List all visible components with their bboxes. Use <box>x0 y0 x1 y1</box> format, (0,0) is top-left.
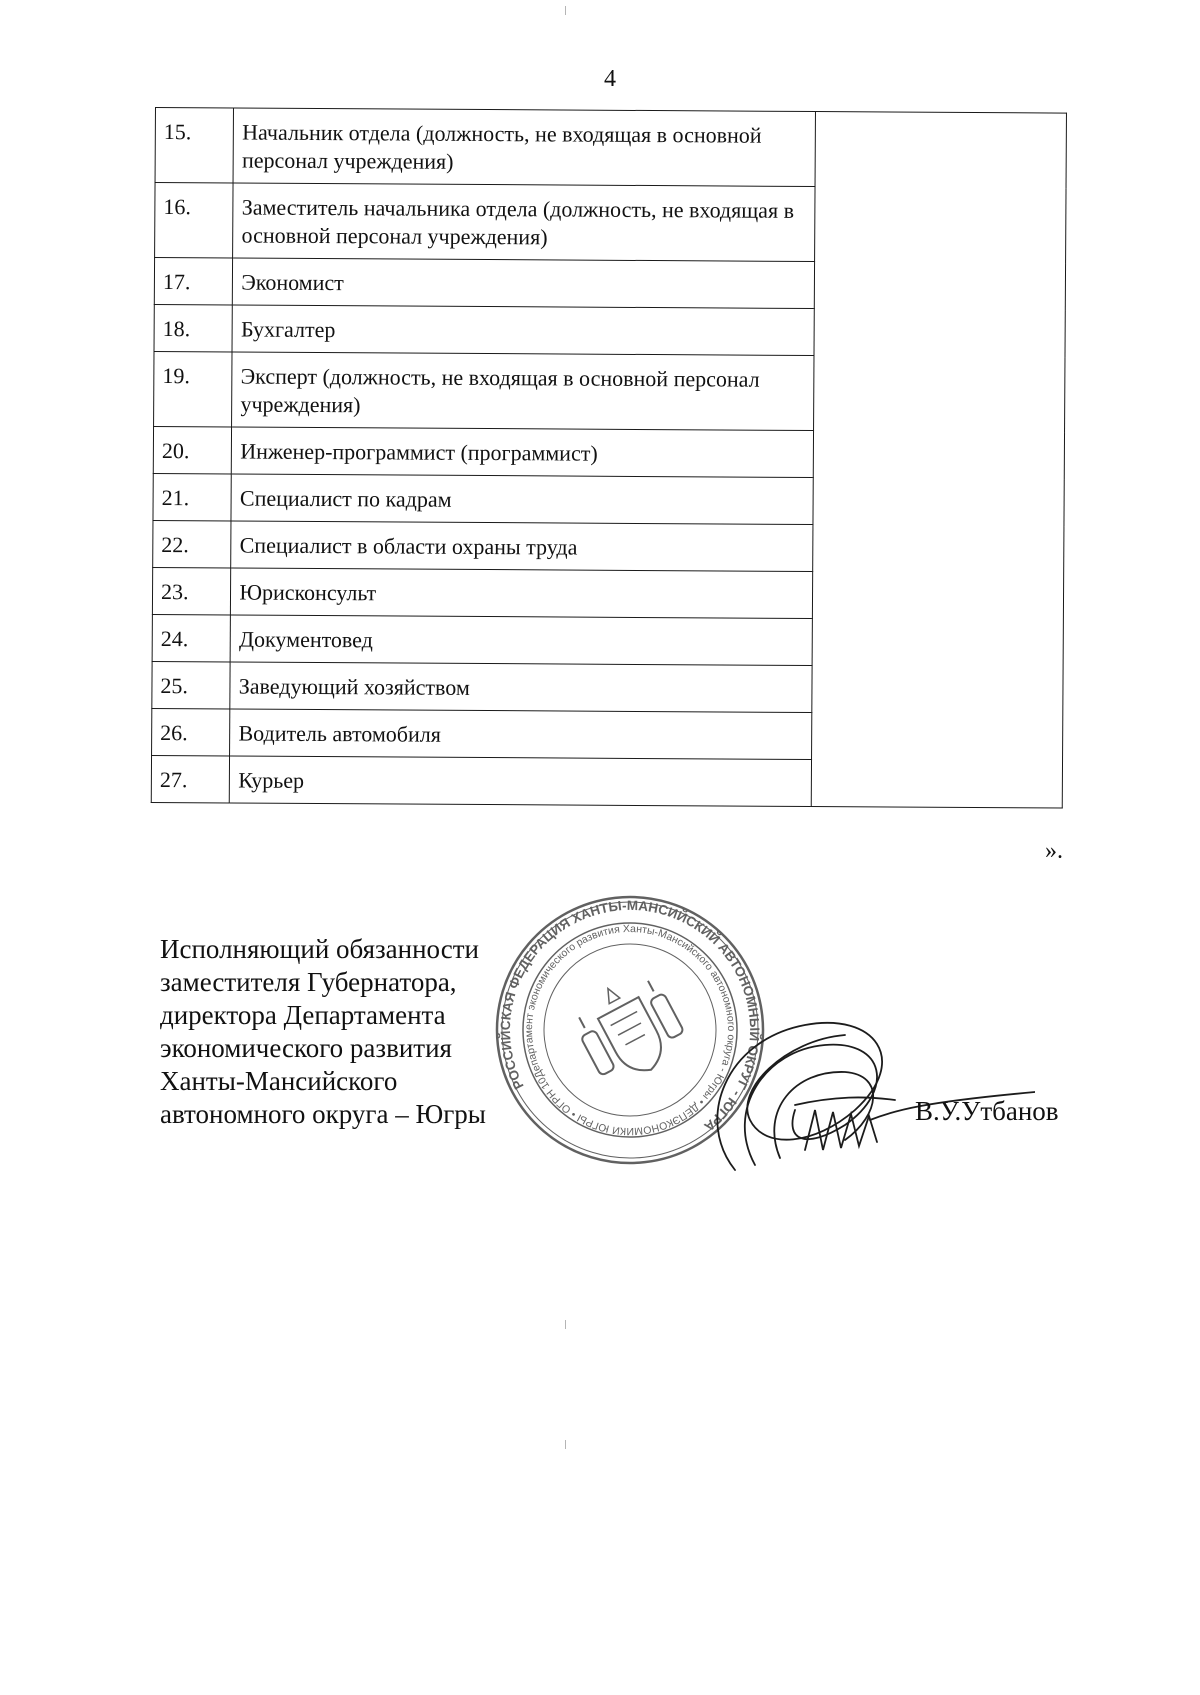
table-row <box>155 108 1066 189</box>
row-number-cell: 21. <box>153 473 232 520</box>
signatory-line: заместителя Губернатора, <box>160 967 457 997</box>
position-title-cell: Юрисконсульт <box>231 568 812 619</box>
signer-name: В.У.Утбанов <box>915 1096 1059 1126</box>
position-title-cell: Начальник отдела (должность, не входящая в основной персонал учреждения) <box>233 108 815 187</box>
page-number: 4 <box>604 66 616 92</box>
signatory-line: Ханты-Мансийского <box>160 1066 398 1096</box>
positions-table <box>151 107 1067 809</box>
scan-speck <box>565 1320 566 1329</box>
coat-of-arms-icon <box>566 966 692 1091</box>
row-number-cell: 27. <box>151 755 230 802</box>
row-number-cell: 19. <box>154 351 233 426</box>
row-number-cell: 15. <box>155 108 234 183</box>
position-title-cell: Заведующий хозяйством <box>230 662 811 713</box>
scan-speck <box>565 6 566 15</box>
position-title-cell: Водитель автомобиля <box>230 709 811 760</box>
row-number-cell: 23. <box>152 567 231 614</box>
position-title-cell: Заместитель начальника отдела (должность, не входящая в основной персонал учреждения) <box>233 183 815 262</box>
row-number-cell: 17. <box>154 258 233 305</box>
row-number-cell: 18. <box>154 304 233 351</box>
positions-table-body <box>151 108 1066 809</box>
position-title-cell: Инженер-программист (программист) <box>232 427 813 478</box>
closing-quote: ». <box>1045 838 1063 864</box>
signatory-line: Исполняющий обязанности <box>160 934 479 964</box>
position-title-cell: Специалист по кадрам <box>231 474 812 525</box>
row-number-cell: 24. <box>152 614 231 661</box>
seal-inner-text: Департамент экономического развития Ханты-Мансийского автономного округа - Югры • ДЕПЭКОНОМИКИ ЮГРЫ • ОГРН 1028600515410 <box>522 922 738 1138</box>
row-number-cell: 20. <box>153 426 232 473</box>
position-title-cell: Курьер <box>230 756 811 807</box>
position-title-cell: Эксперт (должность, не входящая в основной персонал учреждения) <box>232 352 814 431</box>
position-title-cell: Документовед <box>230 615 811 666</box>
signatory-line: автономного округа – Югры <box>160 1099 486 1129</box>
empty-side-column <box>811 112 1067 809</box>
seal-outer-text: РОССИЙСКАЯ ФЕДЕРАЦИЯ ХАНТЫ-МАНСИЙСКИЙ АВТОНОМНЫЙ ОКРУГ - ЮГРА <box>497 897 763 1135</box>
position-title-cell: Бухгалтер <box>232 305 813 356</box>
signatory-line: экономического развития <box>160 1033 452 1063</box>
row-number-cell: 25. <box>152 661 231 708</box>
position-title-cell: Специалист в области охраны труда <box>231 521 812 572</box>
position-title-cell: Экономист <box>233 258 814 309</box>
handwritten-signature <box>695 1000 1035 1180</box>
signatory-line: директора Департамента <box>160 1000 446 1030</box>
row-number-cell: 16. <box>155 183 234 258</box>
row-number-cell: 26. <box>152 708 231 755</box>
signatory-block <box>160 933 486 1131</box>
scan-speck <box>565 1440 566 1449</box>
row-number-cell: 22. <box>153 520 232 567</box>
